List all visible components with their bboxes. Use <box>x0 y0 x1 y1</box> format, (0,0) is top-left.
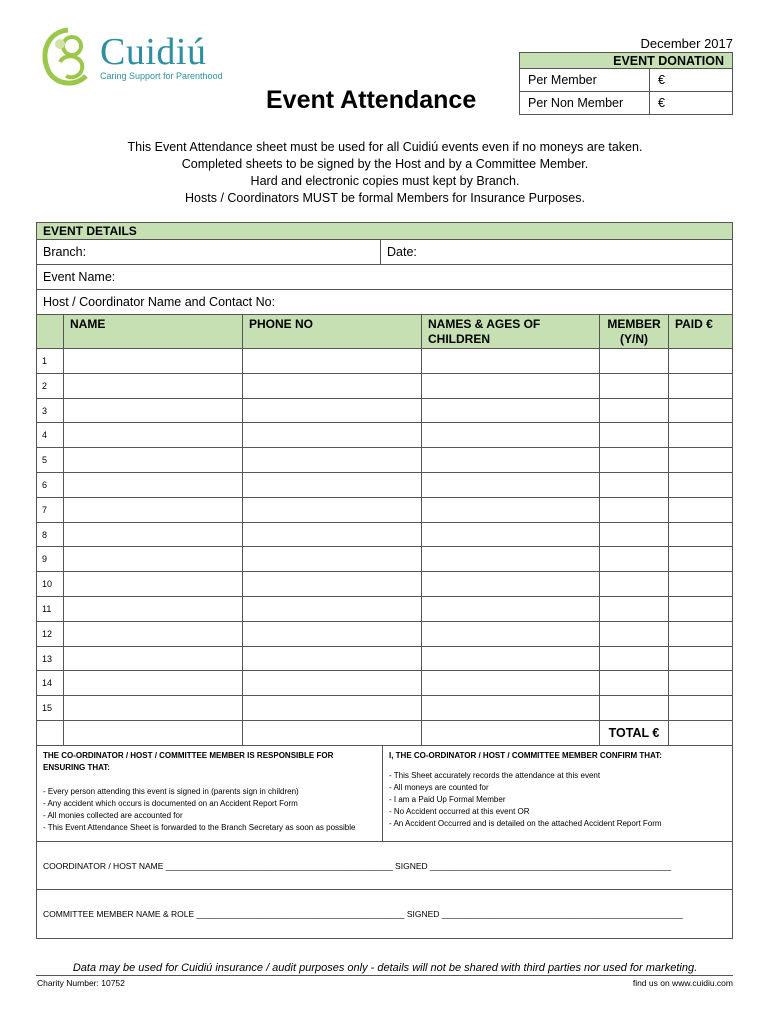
name-cell[interactable] <box>64 572 243 596</box>
member-cell[interactable] <box>600 473 669 497</box>
row-number: 10 <box>37 572 64 596</box>
member-cell[interactable] <box>600 423 669 447</box>
children-cell[interactable] <box>422 597 600 621</box>
member-cell[interactable] <box>600 349 669 373</box>
phone-cell[interactable] <box>243 473 422 497</box>
event-name-field[interactable]: Event Name: <box>37 265 732 290</box>
branch-field[interactable]: Branch: <box>43 240 381 264</box>
donation-label: Per Non Member <box>520 92 650 115</box>
total-amount-field[interactable] <box>669 721 732 745</box>
paid-cell[interactable] <box>669 647 732 671</box>
name-cell[interactable] <box>64 696 243 720</box>
cuidiu-logo-icon <box>38 24 98 90</box>
row-number: 8 <box>37 523 64 547</box>
children-cell[interactable] <box>422 374 600 398</box>
phone-cell[interactable] <box>243 399 422 423</box>
paid-cell[interactable] <box>669 473 732 497</box>
paid-cell[interactable] <box>669 423 732 447</box>
list-item: - Every person attending this event is signed in (parents sign in children) <box>43 786 299 796</box>
donation-heading: EVENT DONATION <box>520 53 733 69</box>
phone-cell[interactable] <box>243 448 422 472</box>
paid-cell[interactable] <box>669 671 732 695</box>
donation-amount-field[interactable]: € <box>650 92 733 115</box>
table-row <box>37 498 732 523</box>
list-item: - I am a Paid Up Formal Member <box>389 794 506 804</box>
attendance-form <box>36 222 733 939</box>
member-cell[interactable] <box>600 374 669 398</box>
host-contact-field[interactable]: Host / Coordinator Name and Contact No: <box>37 290 732 315</box>
list-item: - No Accident occurred at this event OR <box>389 806 530 816</box>
document-date: December 2017 <box>640 36 733 51</box>
confirmation-right <box>383 746 732 841</box>
intro-line: Completed sheets to be signed by the Host and by a Committee Member. <box>181 157 589 171</box>
name-cell[interactable] <box>64 622 243 646</box>
member-cell[interactable] <box>600 647 669 671</box>
row-number: 2 <box>37 374 64 398</box>
row-number: 11 <box>37 597 64 621</box>
paid-cell[interactable] <box>669 696 732 720</box>
table-row <box>37 647 732 672</box>
children-cell[interactable] <box>422 423 600 447</box>
phone-cell[interactable] <box>243 622 422 646</box>
row-number: 9 <box>37 547 64 571</box>
name-cell[interactable] <box>64 374 243 398</box>
phone-cell[interactable] <box>243 523 422 547</box>
table-row <box>37 399 732 424</box>
table-cell <box>37 721 64 745</box>
table-cell <box>422 721 600 745</box>
table-row <box>37 423 732 448</box>
event-details-heading: EVENT DETAILS <box>37 223 732 240</box>
table-row <box>37 448 732 473</box>
phone-cell[interactable] <box>243 498 422 522</box>
member-cell[interactable] <box>600 399 669 423</box>
children-cell[interactable] <box>422 498 600 522</box>
footer-divider <box>36 975 733 976</box>
name-column-header: NAME <box>64 315 243 348</box>
paid-cell[interactable] <box>669 349 732 373</box>
table-row <box>37 696 732 721</box>
phone-column-header: PHONE NO <box>243 315 422 348</box>
table-row <box>37 622 732 647</box>
paid-cell[interactable] <box>669 572 732 596</box>
intro-line: Hard and electronic copies must kept by Branch. <box>250 174 520 188</box>
children-cell[interactable] <box>422 399 600 423</box>
row-number: 6 <box>37 473 64 497</box>
list-item: - All moneys are counted for <box>389 782 489 792</box>
total-label: TOTAL € <box>600 721 669 745</box>
list-item: - Any accident which occurs is documented on an Accident Report Form <box>43 798 298 808</box>
table-row <box>37 547 732 572</box>
children-cell[interactable] <box>422 473 600 497</box>
name-cell[interactable] <box>64 671 243 695</box>
paid-cell[interactable] <box>669 523 732 547</box>
table-row <box>37 572 732 597</box>
children-column-header: NAMES & AGES OF CHILDREN <box>422 315 600 348</box>
phone-cell[interactable] <box>243 374 422 398</box>
children-cell[interactable] <box>422 349 600 373</box>
committee-signature-line[interactable]: COMMITTEE MEMBER NAME & ROLE ____________________________________________ SIGNED ___________________________________________________ <box>43 908 683 919</box>
children-cell[interactable] <box>422 547 600 571</box>
row-number: 3 <box>37 399 64 423</box>
phone-cell[interactable] <box>243 597 422 621</box>
row-number: 5 <box>37 448 64 472</box>
phone-cell[interactable] <box>243 547 422 571</box>
intro-line: This Event Attendance sheet must be used for all Cuidiú events even if no moneys are taken. <box>127 140 643 154</box>
table-row <box>37 671 732 696</box>
member-cell[interactable] <box>600 597 669 621</box>
website-link[interactable]: find us on www.cuidiu.com <box>632 978 733 988</box>
phone-cell[interactable] <box>243 423 422 447</box>
confirmation-heading: I, THE CO-ORDINATOR / HOST / COMMITTEE MEMBER CONFIRM THAT: <box>389 750 662 760</box>
responsibility-heading: THE CO-ORDINATOR / HOST / COMMITTEE MEMBER IS RESPONSIBLE FOR ENSURING THAT: <box>43 750 334 772</box>
table-row <box>37 523 732 548</box>
event-donation-table <box>519 52 733 115</box>
children-cell[interactable] <box>422 671 600 695</box>
responsibility-section <box>37 746 732 842</box>
member-cell[interactable] <box>600 696 669 720</box>
name-cell[interactable] <box>64 399 243 423</box>
list-item: - This Event Attendance Sheet is forwarded to the Branch Secretary as soon as possible <box>43 822 356 832</box>
logo-tagline: Caring Support for Parenthood <box>100 71 223 81</box>
attendance-table-header <box>37 315 732 349</box>
row-number: 1 <box>37 349 64 373</box>
member-cell[interactable] <box>600 671 669 695</box>
row-number: 4 <box>37 423 64 447</box>
intro-text <box>0 139 770 207</box>
member-cell[interactable] <box>600 498 669 522</box>
children-cell[interactable] <box>422 448 600 472</box>
member-cell[interactable] <box>600 523 669 547</box>
logo-name: Cuidiú <box>100 31 207 73</box>
children-cell[interactable] <box>422 572 600 596</box>
children-cell[interactable] <box>422 523 600 547</box>
paid-cell[interactable] <box>669 622 732 646</box>
paid-cell[interactable] <box>669 399 732 423</box>
paid-cell[interactable] <box>669 597 732 621</box>
paid-column-header: PAID € <box>669 315 732 348</box>
name-cell[interactable] <box>64 597 243 621</box>
table-row <box>37 374 732 399</box>
row-number: 14 <box>37 671 64 695</box>
coordinator-signature-line[interactable]: COORDINATOR / HOST NAME ________________________________________________ SIGNED ___________________________________________________ <box>37 842 732 890</box>
row-number-header <box>37 315 64 348</box>
intro-line: Hosts / Coordinators MUST be formal Members for Insurance Purposes. <box>185 191 585 205</box>
date-field[interactable]: Date: <box>387 245 417 259</box>
paid-cell[interactable] <box>669 547 732 571</box>
children-cell[interactable] <box>422 696 600 720</box>
list-item: - An Accident Occurred and is detailed on the attached Accident Report Form <box>389 818 662 828</box>
paid-cell[interactable] <box>669 498 732 522</box>
name-cell[interactable] <box>64 523 243 547</box>
name-cell[interactable] <box>64 349 243 373</box>
donation-label: Per Member <box>520 69 650 92</box>
row-number: 7 <box>37 498 64 522</box>
member-cell[interactable] <box>600 547 669 571</box>
attendance-rows <box>37 349 732 721</box>
branch-date-row <box>37 240 732 265</box>
name-cell[interactable] <box>64 498 243 522</box>
phone-cell[interactable] <box>243 647 422 671</box>
name-cell[interactable] <box>64 448 243 472</box>
children-cell[interactable] <box>422 622 600 646</box>
list-item: - All monies collected are accounted for <box>43 810 183 820</box>
member-cell[interactable] <box>600 572 669 596</box>
row-number: 15 <box>37 696 64 720</box>
list-item: - This Sheet accurately records the attendance at this event <box>389 770 601 780</box>
row-number: 13 <box>37 647 64 671</box>
responsibility-left <box>37 746 383 841</box>
row-number: 12 <box>37 622 64 646</box>
phone-cell[interactable] <box>243 349 422 373</box>
paid-cell[interactable] <box>669 448 732 472</box>
phone-cell[interactable] <box>243 572 422 596</box>
paid-cell[interactable] <box>669 374 732 398</box>
member-cell[interactable] <box>600 622 669 646</box>
name-cell[interactable] <box>64 547 243 571</box>
table-row <box>37 349 732 374</box>
table-row <box>37 597 732 622</box>
phone-cell[interactable] <box>243 671 422 695</box>
name-cell[interactable] <box>64 647 243 671</box>
children-cell[interactable] <box>422 647 600 671</box>
page-title: Event Attendance <box>266 86 477 114</box>
charity-number: Charity Number: 10752 <box>37 978 125 988</box>
member-cell[interactable] <box>600 448 669 472</box>
table-row <box>37 473 732 498</box>
table-cell <box>64 721 243 745</box>
name-cell[interactable] <box>64 473 243 497</box>
member-column-header: MEMBER (Y/N) <box>600 315 669 348</box>
name-cell[interactable] <box>64 423 243 447</box>
table-cell <box>243 721 422 745</box>
data-usage-note: Data may be used for Cuidiú insurance / audit purposes only - details will not be shared with third parties nor used for marketing. <box>72 962 698 974</box>
donation-amount-field[interactable]: € <box>650 69 733 92</box>
total-row <box>37 721 732 746</box>
phone-cell[interactable] <box>243 696 422 720</box>
